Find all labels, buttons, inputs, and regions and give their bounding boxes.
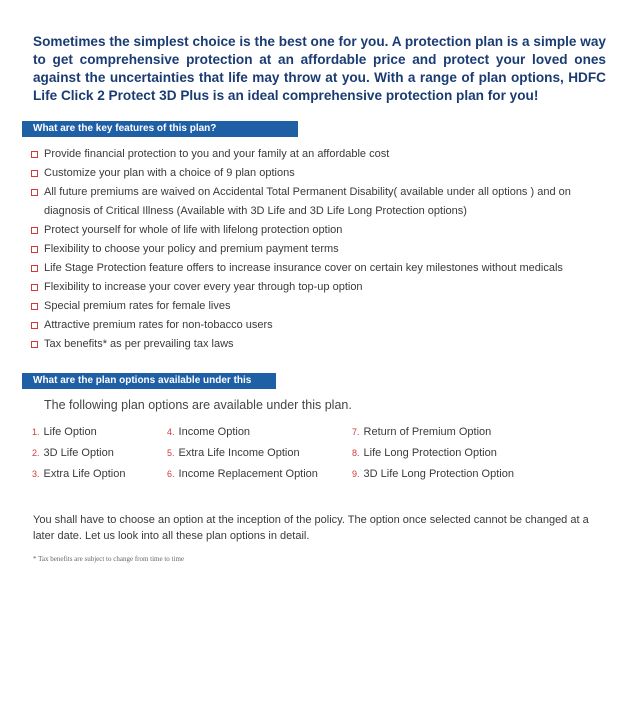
intro-paragraph: Sometimes the simplest choice is the best one for you. A protection plan is a simple way to get comprehensive protection at an affordable price and protect your loved ones against the uncertainties that life may throw at you. With a range of plan options, HDFC Life Click 2 Protect 3D Plus is an ideal comprehensive protection plan for you! bbox=[33, 34, 606, 103]
feature-item: Tax benefits* as per prevailing tax laws bbox=[29, 335, 619, 354]
plan-option: 7. Return of Premium Option bbox=[352, 426, 492, 438]
plan-option: 4. Income Option bbox=[167, 426, 251, 438]
plan-option: 5. Extra Life Income Option bbox=[167, 447, 300, 459]
tax-footnote: * Tax benefits are subject to change from time to time bbox=[33, 555, 184, 563]
feature-item: Special premium rates for female lives bbox=[29, 297, 619, 316]
feature-item: Protect yourself for whole of life with lifelong protection option bbox=[29, 221, 619, 240]
feature-item: Flexibility to increase your cover every year through top-up option bbox=[29, 278, 619, 297]
plan-option: 1. Life Option bbox=[32, 426, 97, 438]
bullet-icon bbox=[31, 284, 38, 291]
plan-option: 9. 3D Life Long Protection Option bbox=[352, 468, 514, 480]
plan-option: 6. Income Replacement Option bbox=[167, 468, 318, 480]
feature-item: Provide financial protection to you and your family at an affordable cost bbox=[29, 145, 619, 164]
bullet-icon bbox=[31, 322, 38, 329]
features-list bbox=[29, 145, 619, 354]
plan-option: 3. Extra Life Option bbox=[32, 468, 126, 480]
feature-item: Flexibility to choose your policy and premium payment terms bbox=[29, 240, 619, 259]
plan-note: You shall have to choose an option at the inception of the policy. The option once selected cannot be changed at a later date. Let us look into all these plan options in detail. bbox=[33, 514, 589, 542]
bullet-icon bbox=[31, 265, 38, 272]
feature-continuation: diagnosis of Critical Illness (Available with 3D Life and 3D Life Long Protection options) bbox=[44, 205, 467, 217]
feature-item: Life Stage Protection feature offers to increase insurance cover on certain key milestones without medicals bbox=[29, 259, 619, 278]
bullet-icon bbox=[31, 170, 38, 177]
bullet-icon bbox=[31, 341, 38, 348]
plans-intro: The following plan options are available under this plan. bbox=[44, 398, 352, 412]
plans-heading: What are the plan options available under this plan? bbox=[22, 373, 276, 389]
feature-item: Customize your plan with a choice of 9 plan options bbox=[29, 164, 619, 183]
bullet-icon bbox=[31, 227, 38, 234]
bullet-icon bbox=[31, 189, 38, 196]
plan-option: 2. 3D Life Option bbox=[32, 447, 114, 459]
features-heading: What are the key features of this plan? bbox=[22, 121, 298, 137]
plan-option: 8. Life Long Protection Option bbox=[352, 447, 497, 459]
bullet-icon bbox=[31, 303, 38, 310]
bullet-icon bbox=[31, 151, 38, 158]
feature-item: Attractive premium rates for non-tobacco users bbox=[29, 316, 619, 335]
feature-item: All future premiums are waived on Accidental Total Permanent Disability( available under all options ) and on diagnosis of Critical Illness (Available with 3D Life and 3D Life Long Protection options) bbox=[29, 183, 619, 221]
bullet-icon bbox=[31, 246, 38, 253]
